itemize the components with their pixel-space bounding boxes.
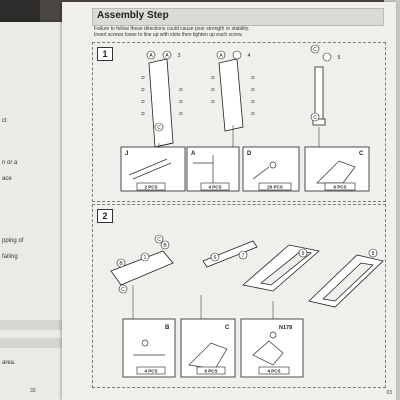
step-1-diagram xyxy=(93,43,385,201)
callout-label: 7 xyxy=(241,253,245,259)
svg-text:D: D xyxy=(211,75,215,80)
left-text-fragment: pping of xyxy=(2,238,24,244)
warning-line: Insert screws loose to line up with slots then tighten up each screw. xyxy=(94,32,243,38)
svg-text:D: D xyxy=(179,87,183,92)
part-qty: 6 PCS xyxy=(204,368,218,374)
part-letter: B xyxy=(165,325,170,331)
left-text-fragment: n or a xyxy=(2,160,18,166)
callout-label: 9 xyxy=(301,251,305,257)
svg-text:D: D xyxy=(251,111,255,116)
part-letter: J xyxy=(125,151,129,157)
warning-line: Failure to follow these directions could cause poor strength or stability. xyxy=(94,26,250,32)
step-number: 1 xyxy=(97,47,113,61)
left-text-fragment: area. xyxy=(2,360,16,366)
callout-label: C xyxy=(157,125,161,131)
left-text-fragment: ct xyxy=(2,118,7,124)
part-qty: 4 PCS xyxy=(208,184,222,190)
svg-text:D: D xyxy=(251,87,255,92)
step-number: 2 xyxy=(97,209,113,223)
callout-label: 3 xyxy=(177,53,181,59)
callout-label: A xyxy=(149,53,153,59)
left-text-fragment: failing xyxy=(2,254,18,260)
callout-label: A xyxy=(219,53,223,59)
left-text-fragment: ace xyxy=(2,176,12,182)
callout-label: 1 xyxy=(143,255,147,261)
part-qty: 6 PCS xyxy=(333,184,347,190)
callout-label: C xyxy=(313,47,317,53)
svg-text:D: D xyxy=(141,99,145,104)
svg-text:D: D xyxy=(179,99,183,104)
step-1-box xyxy=(92,42,386,202)
side-panel xyxy=(149,59,173,147)
side-panel xyxy=(219,59,243,131)
svg-text:D: D xyxy=(251,99,255,104)
callout-label: C xyxy=(157,237,161,243)
page-title: Assembly Step xyxy=(97,10,169,21)
warning-text xyxy=(94,26,354,38)
callout-label: 5 xyxy=(337,55,341,61)
part-letter: N178 xyxy=(279,325,293,331)
svg-text:D: D xyxy=(179,111,183,116)
callout-label: A xyxy=(165,53,169,59)
part-qty: 4 PCS xyxy=(144,368,158,374)
callout-label: C xyxy=(313,115,317,121)
callout-label: 4 xyxy=(247,53,251,59)
part-qty: 2 PCS xyxy=(144,184,158,190)
callout-label: 8 xyxy=(371,251,375,257)
svg-text:D: D xyxy=(211,87,215,92)
part-letter: A xyxy=(191,151,196,157)
part-letter: D xyxy=(247,151,252,157)
svg-text:D: D xyxy=(141,87,145,92)
title-bar xyxy=(92,8,384,26)
instruction-page xyxy=(62,2,396,400)
left-page-number: 33 xyxy=(30,388,36,394)
part-qty: 20 PCS xyxy=(267,184,283,190)
part-letter: C xyxy=(225,325,230,331)
part-qty: 4 PCS xyxy=(267,368,281,374)
part-letter: C xyxy=(359,151,364,157)
callout-label: B xyxy=(163,243,167,249)
svg-text:D: D xyxy=(141,111,145,116)
svg-text:D: D xyxy=(141,75,145,80)
step-2-box xyxy=(92,204,386,388)
callout-label: B xyxy=(119,261,123,267)
frame-part xyxy=(203,241,257,267)
page-number: 03 xyxy=(386,390,392,396)
step-2-diagram xyxy=(93,205,385,387)
svg-text:D: D xyxy=(251,75,255,80)
callout-label: 6 xyxy=(213,255,217,261)
callout-label: C xyxy=(121,287,125,293)
svg-text:D: D xyxy=(211,99,215,104)
